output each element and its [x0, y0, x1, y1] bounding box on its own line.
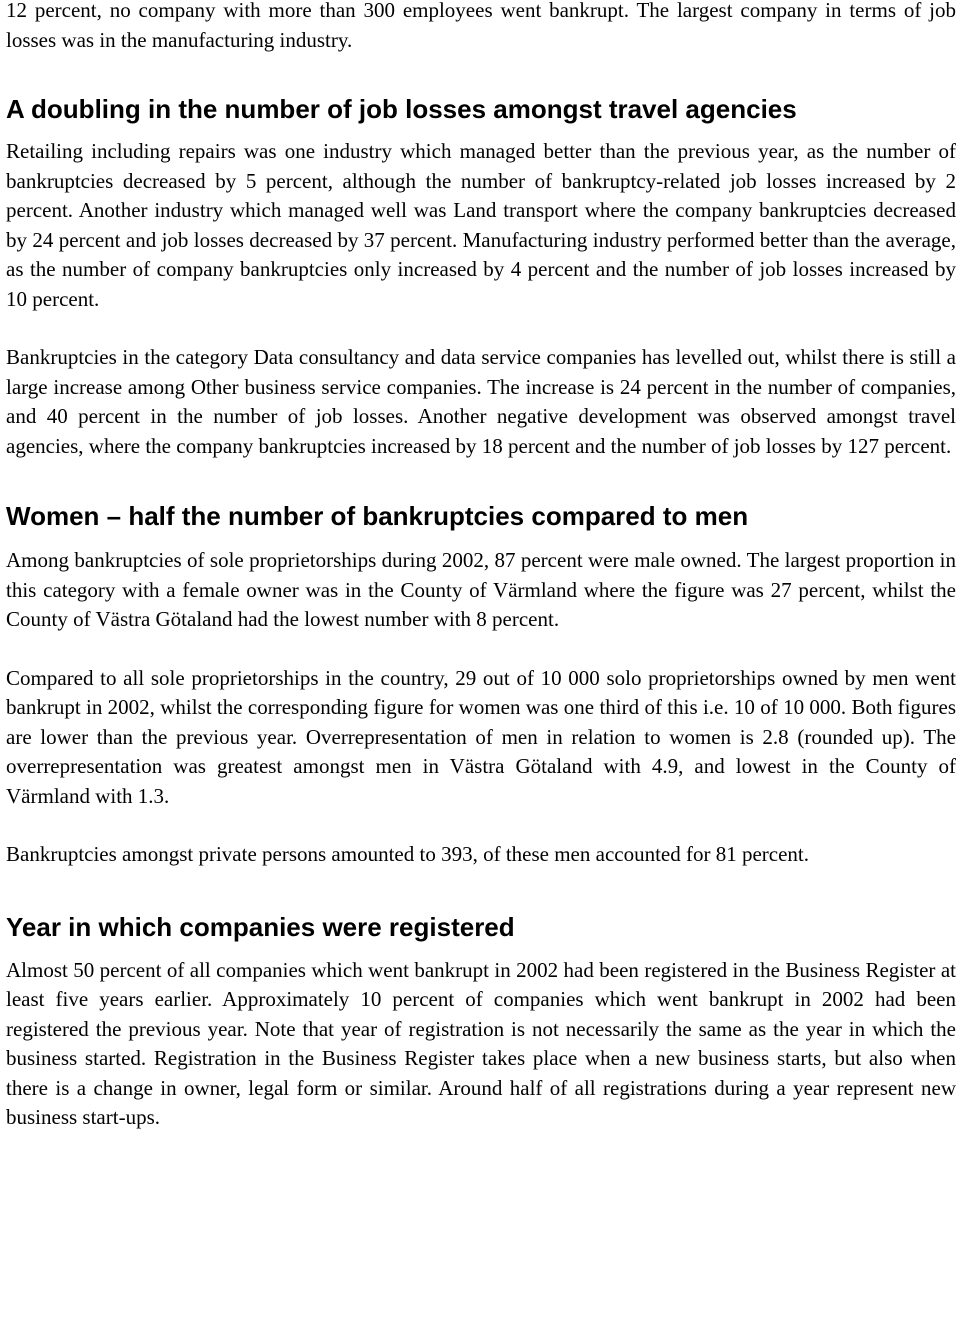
- paragraph-sole-proprietorships: Among bankruptcies of sole proprietorships during 2002, 87 percent were male owned. The largest proportion in this category with a female owner was in the County of Värmland where the figure was 27 percent, whilst the County of Västra Götaland had the lowest number with 8 percent.: [6, 548, 956, 631]
- paragraph-private-persons: Bankruptcies amongst private persons amounted to 393, of these men accounted for 81 percent.: [6, 842, 810, 866]
- paragraph-overrepresentation: Compared to all sole proprietorships in the country, 29 out of 10 000 solo proprietorships owned by men went bankrupt in 2002, whilst the corresponding figure for women was one third of this i.e. 10 of 10 000. Both figures are lower than the previous year. Overrepresentation of men in relation to women is 2.8 (rounded up). The overrepresentation was greatest amongst men in Västra Götaland with 4.9, and lowest in the County of Värmland with 1.3.: [6, 665, 956, 808]
- paragraph-retailing: Retailing including repairs was one industry which managed better than the previous year, as the number of bankruptcies decreased by 5 percent, although the number of bankruptcy-related job losses increased by 2 percent. Another industry which managed well was Land transport where the company bankruptcies decreased by 24 percent and job losses decreased by 37 percent. Manufacturing industry performed better than the average, as the number of company bankruptcies only increased by 4 percent and the number of job losses increased by 10 percent.: [6, 139, 956, 311]
- paragraph-registration: Almost 50 percent of all companies which went bankrupt in 2002 had been registered in the Business Register at least five years earlier. Approximately 10 percent of companies which went bankrupt in 2002 had been registered the previous year. Note that year of registration is not necessarily the same as the year in which the business started. Registration in the Business Register takes place when a new business starts, but also when there is a change in owner, legal form or similar. Around half of all registrations during a year represent new business start-ups.: [6, 957, 956, 1129]
- intro-paragraph: 12 percent, no company with more than 300 employees went bankrupt. The largest company in terms of job losses was in the manufacturing industry.: [6, 0, 956, 52]
- section-heading-registration-year: Year in which companies were registered: [6, 911, 515, 942]
- section-heading-travel-agencies: A doubling in the number of job losses amongst travel agencies: [6, 94, 797, 124]
- section-heading-women: Women – half the number of bankruptcies compared to men: [6, 501, 749, 531]
- document-page: [6, 0, 956, 1133]
- paragraph-data-consultancy: Bankruptcies in the category Data consultancy and data service companies has levelled out, whilst there is still a large increase among Other business service companies. The increase is 24 percent in the number of companies, and 40 percent in the number of job losses. Another negative development was observed amongst travel agencies, where the company bankruptcies increased by 18 percent and the number of job losses by 127 percent.: [6, 345, 956, 458]
